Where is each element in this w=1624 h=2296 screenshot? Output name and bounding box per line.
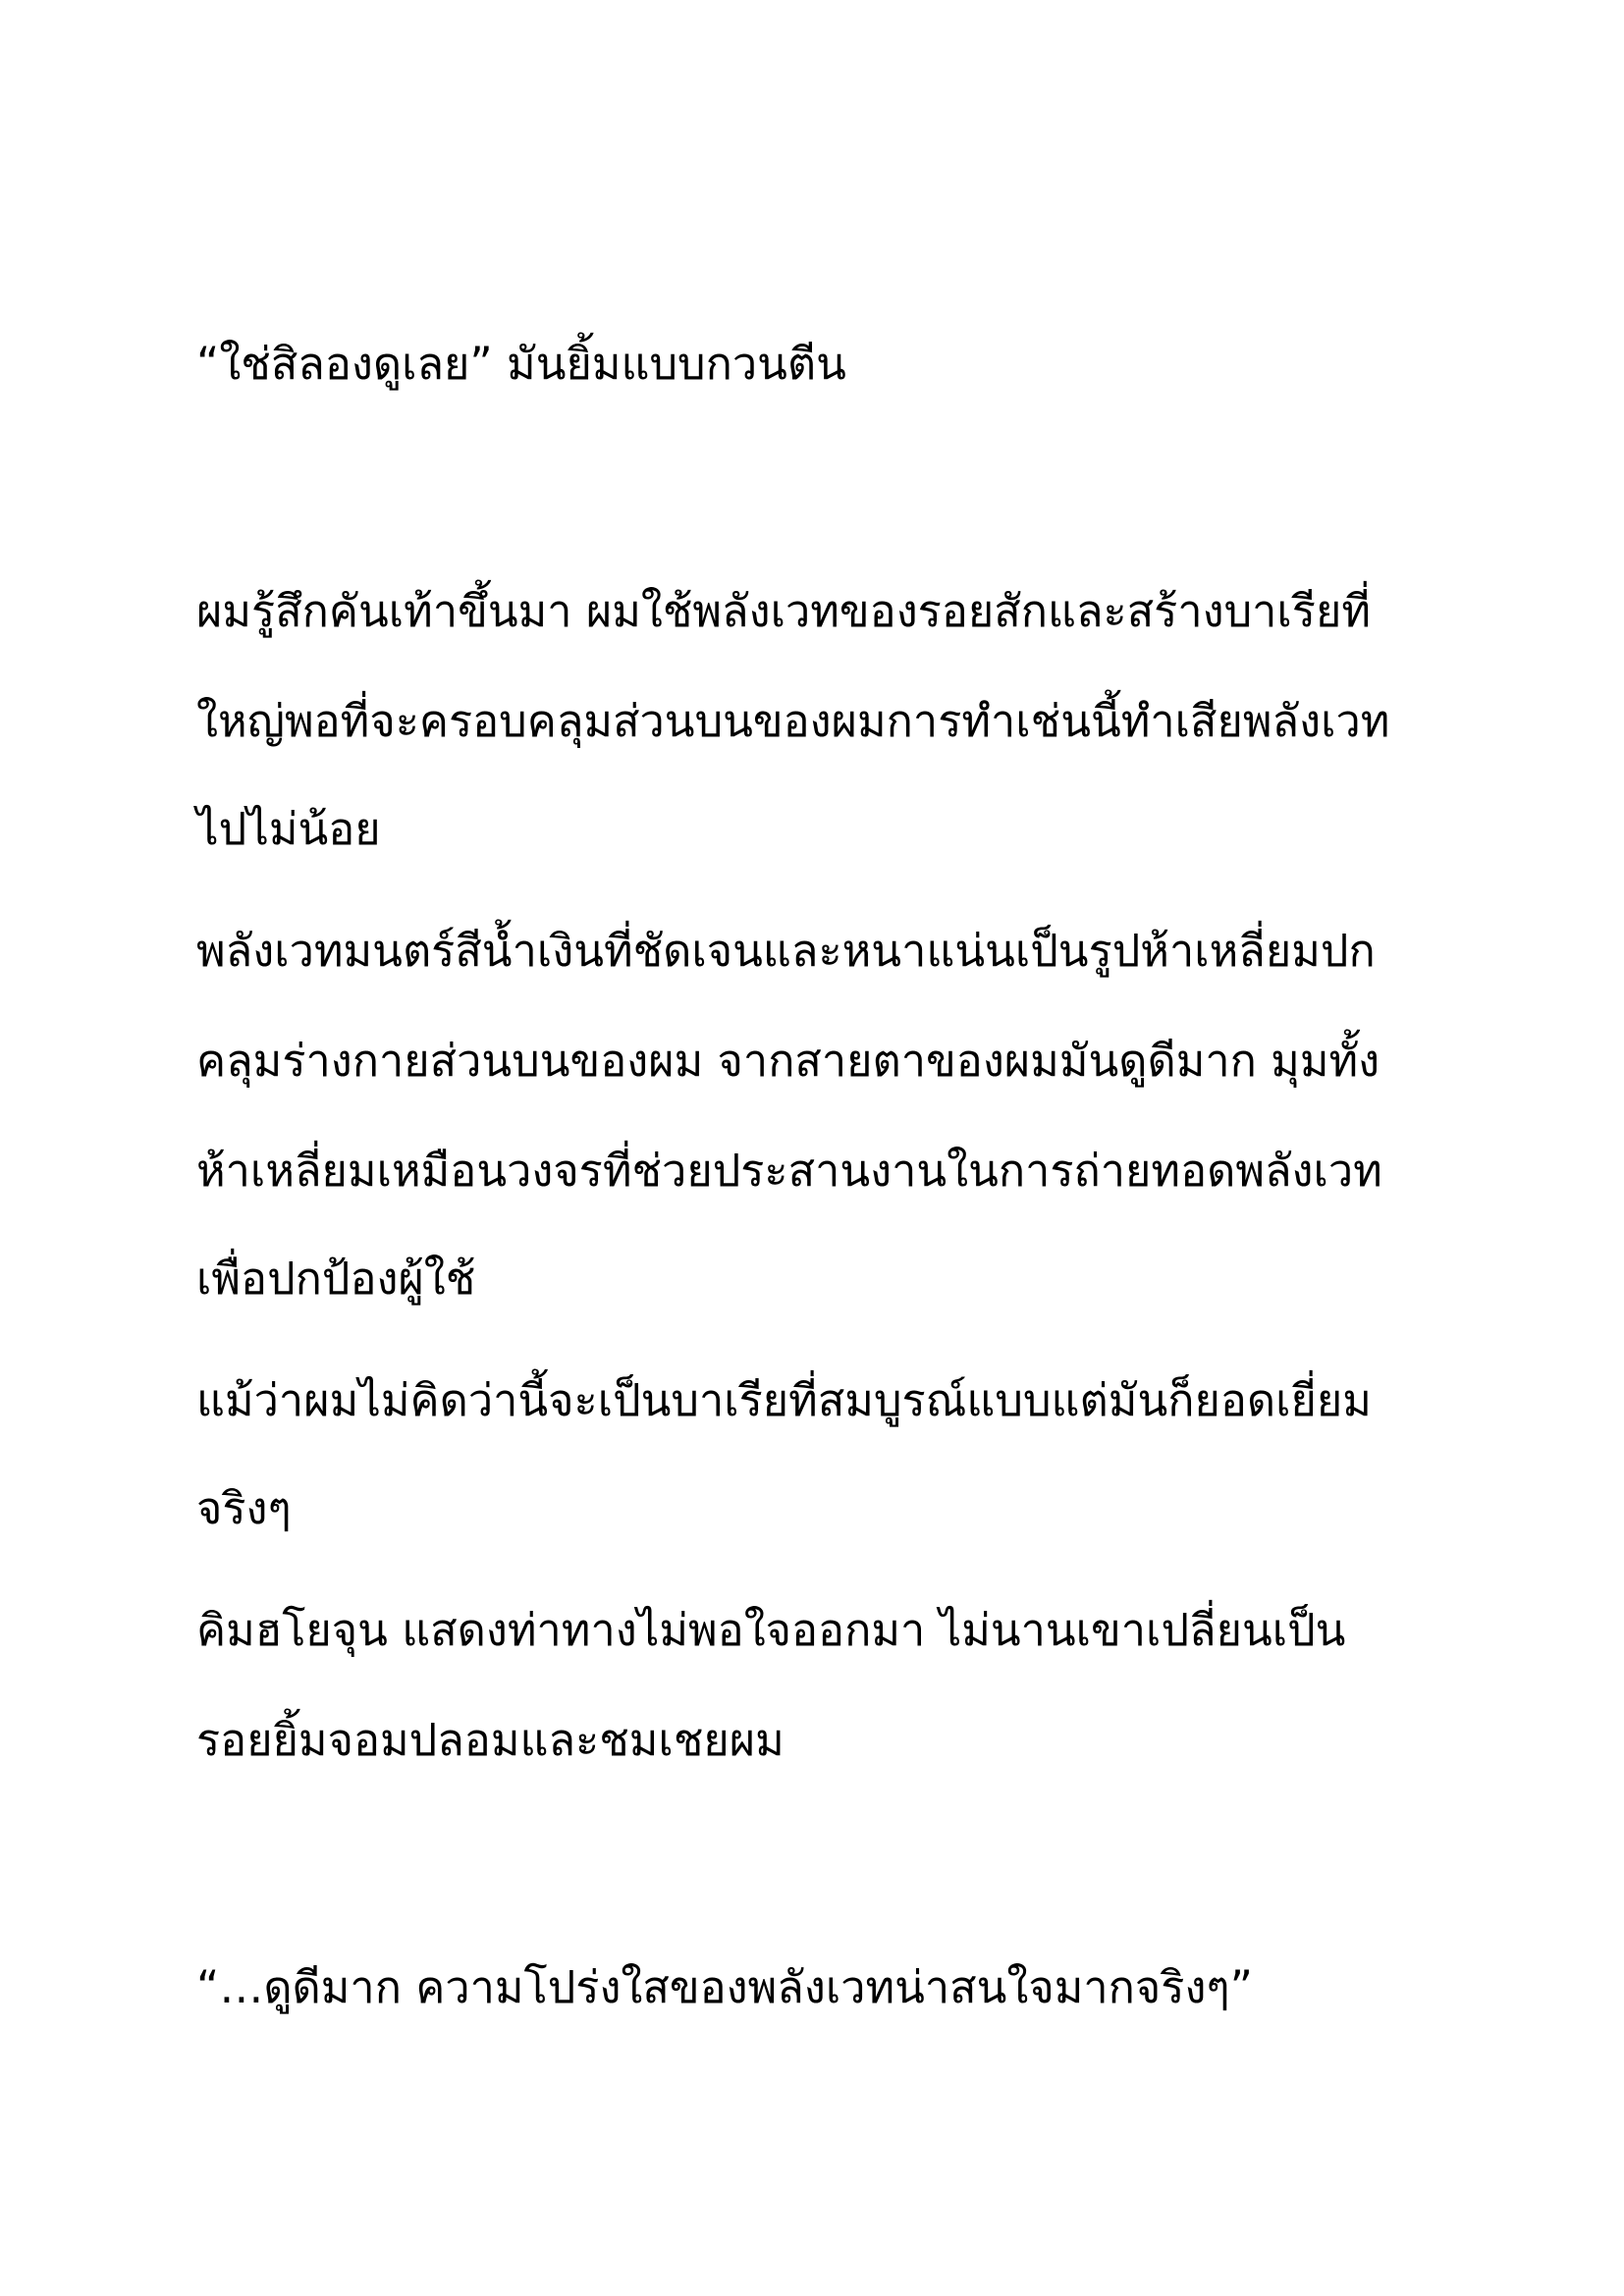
text-line-7: ห้าเหลี่ยมเหมือนวงจรที่ช่วยประสานงานในการถ่ายทอดพลังเวท bbox=[196, 1145, 1382, 1197]
text-line-2: ผมรู้สึกคันเท้าขึ้นมา ผมใช้พลังเวทของรอยสักและสร้างบาเรียที่ bbox=[196, 585, 1371, 637]
text-line-9: แม้ว่าผมไม่คิดว่านี้จะเป็นบาเรียที่สมบูรณ์แบบแต่มันก็ยอดเยี่ยม bbox=[196, 1374, 1372, 1426]
text-line-5: พลังเวทมนตร์สีน้ำเงินที่ชัดเจนและหนาแน่นเป็นรูปห้าเหลี่ยมปก bbox=[196, 925, 1376, 977]
text-line-8: เพื่อปกป้องผู้ใช้ bbox=[196, 1253, 476, 1305]
text-line-4: ไปไม่น้อย bbox=[196, 803, 381, 855]
text-line-1: “ใช่สิลองดูเลย” มันยิ้มแบบกวนตีน bbox=[196, 338, 846, 390]
text-line-6: คลุมร่างกายส่วนบนของผม จากสายตาของผมมันดูดีมาก มุมทั้ง bbox=[196, 1035, 1380, 1087]
text-line-13: “…ดูดีมาก ความโปร่งใสของพลังเวทน่าสนใจมากจริงๆ” bbox=[196, 1961, 1253, 2013]
text-line-10: จริงๆ bbox=[196, 1482, 292, 1534]
text-line-11: คิมฮโยจุน แสดงท่าทางไม่พอใจออกมา ไม่นานเขาเปลี่ยนเป็น bbox=[196, 1604, 1346, 1656]
text-line-3: ใหญ่พอที่จะครอบคลุมส่วนบนของผมการทำเช่นนี้ทำเสียพลังเวท bbox=[196, 695, 1390, 747]
text-line-12: รอยยิ้มจอมปลอมและชมเชยผม bbox=[196, 1714, 785, 1766]
